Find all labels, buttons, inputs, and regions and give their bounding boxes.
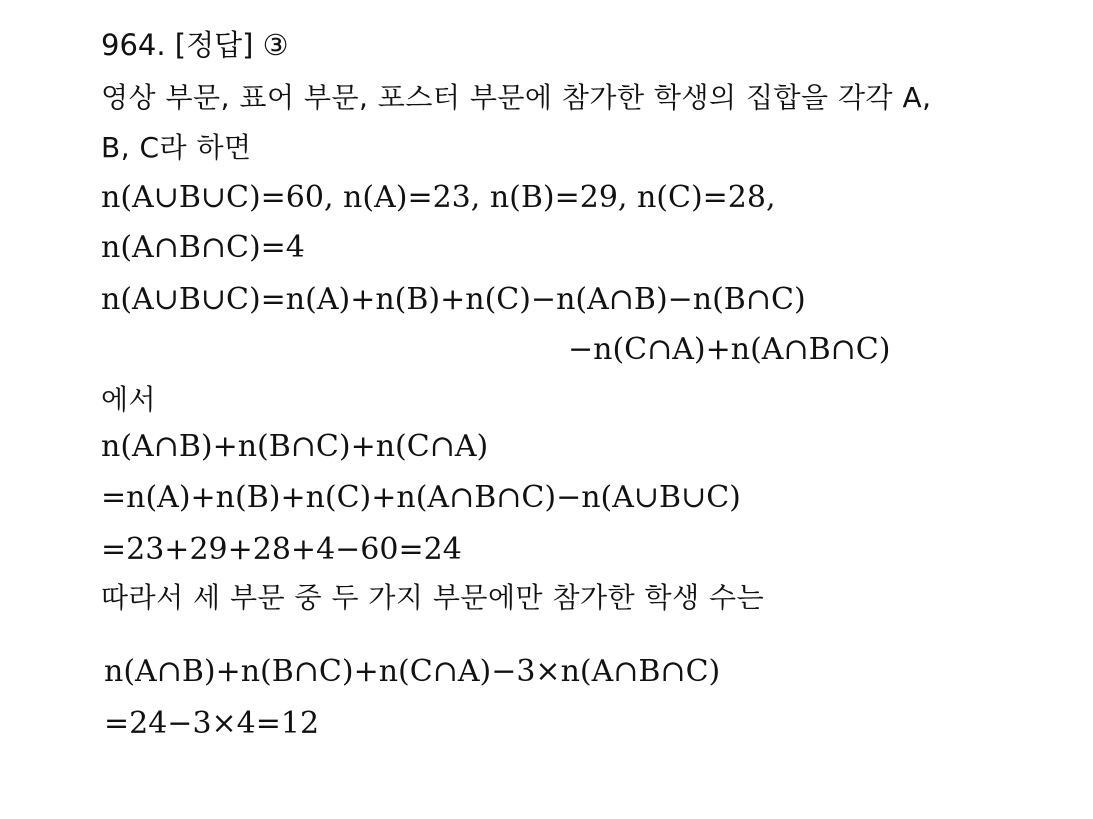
inclusion-exclusion-formula-line-1: n(A∪B∪C)=n(A)+n(B)+n(C)−n(A∩B)−n(B∩C) — [101, 282, 806, 317]
intro-line-1: 영상 부문, 표어 부문, 포스터 부문에 참가한 학생의 집합을 각각 A, — [101, 81, 932, 114]
final-expression-line-1: n(A∩B)+n(B∩C)+n(C∩A)−3×n(A∩B∩C) — [104, 654, 721, 689]
connector-text: 에서 — [101, 383, 157, 416]
given-values-line-1: n(A∪B∪C)=60, n(A)=23, n(B)=29, n(C)=28, — [101, 180, 776, 215]
derivation-step-1: n(A∩B)+n(B∩C)+n(C∩A) — [101, 429, 489, 464]
given-values-line-2: n(A∩B∩C)=4 — [101, 230, 305, 265]
intro-line-2: B, C라 하면 — [101, 131, 252, 164]
derivation-step-2: =n(A)+n(B)+n(C)+n(A∩B∩C)−n(A∪B∪C) — [101, 480, 741, 515]
derivation-step-3: =23+29+28+4−60=24 — [101, 532, 462, 567]
conclusion-text: 따라서 세 부문 중 두 가지 부문에만 참가한 학생 수는 — [101, 581, 765, 614]
inclusion-exclusion-formula-line-2: −n(C∩A)+n(A∩B∩C) — [568, 332, 891, 367]
problem-header: 964. [정답] ③ — [101, 28, 289, 62]
final-expression-line-2: =24−3×4=12 — [104, 706, 320, 741]
